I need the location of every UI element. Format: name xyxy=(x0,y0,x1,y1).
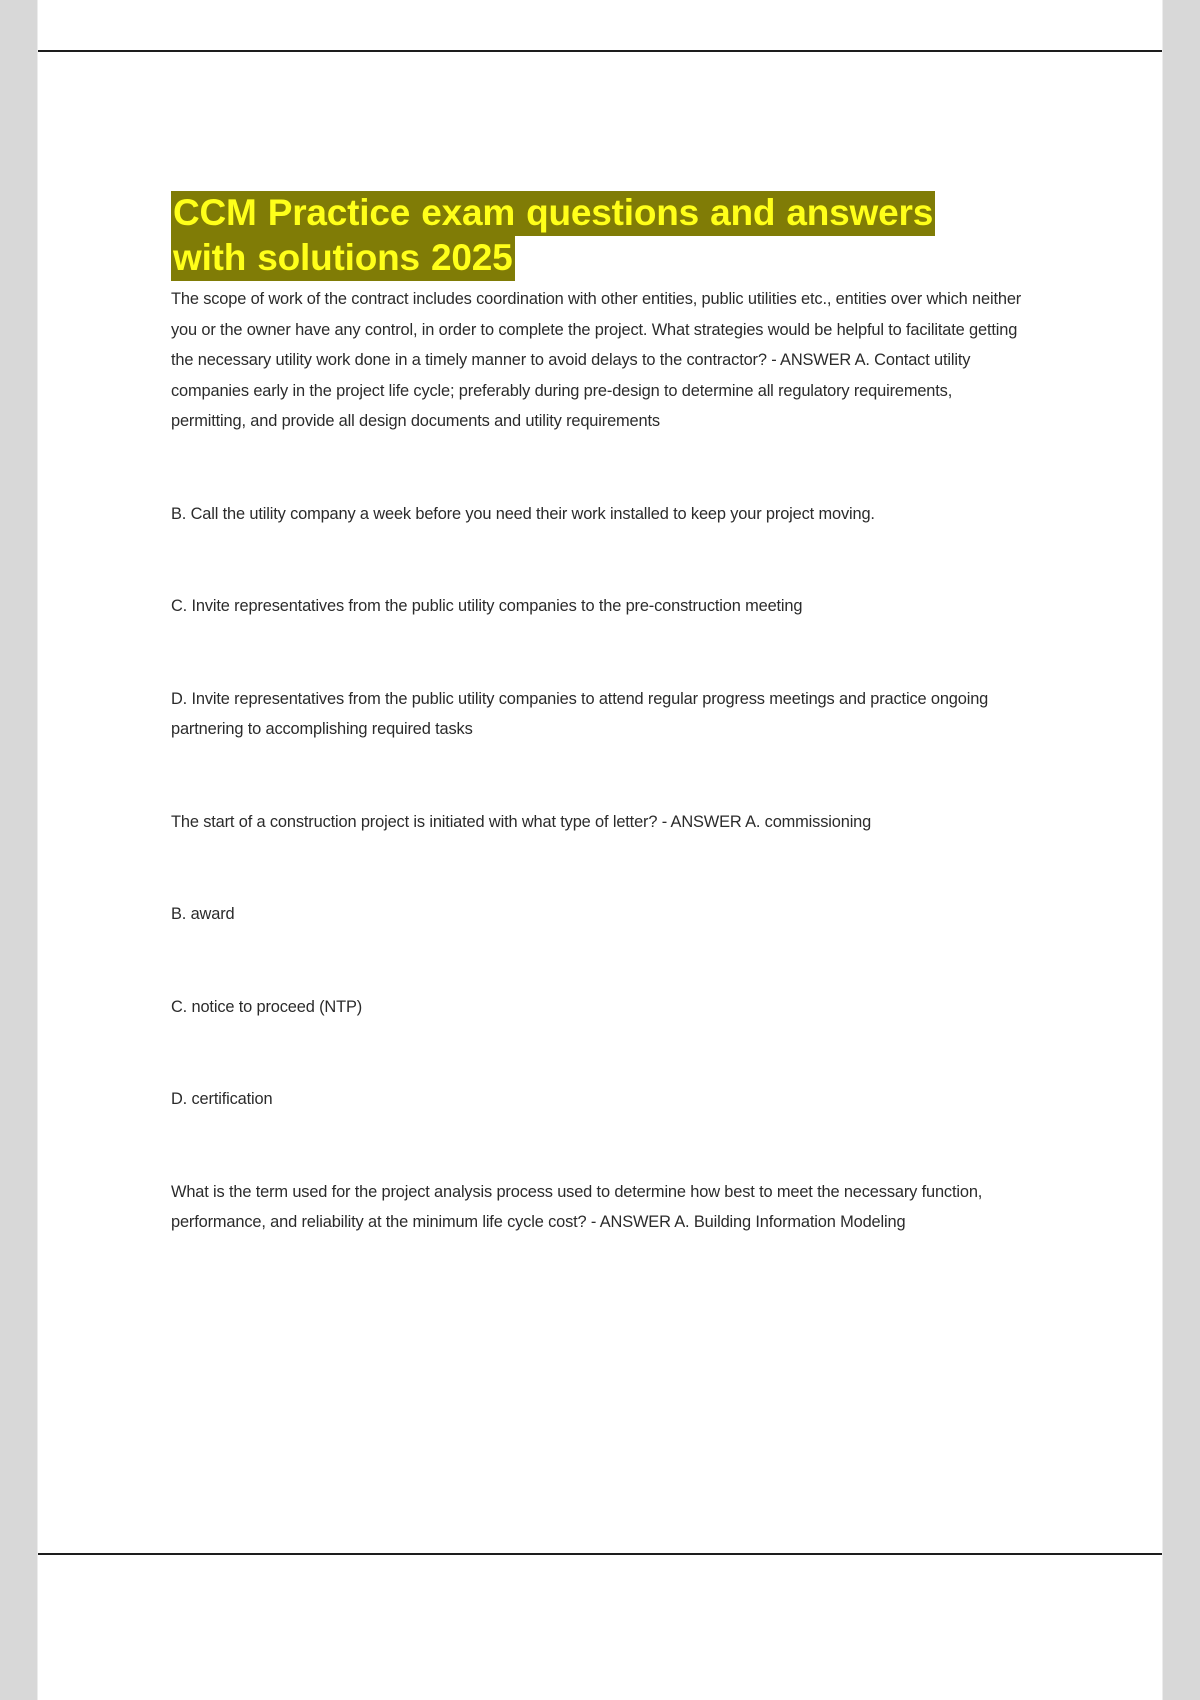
paragraph-q1-option-d: D. Invite representatives from the public utility companies to attend regular progress meetings and practice ongoing partnering to accomplishing required tasks xyxy=(171,689,989,738)
paragraph-q2-option-d: D. certification xyxy=(171,1090,273,1108)
document-content xyxy=(171,190,1023,1238)
paragraph-q1-option-c: C. Invite representatives from the public utility companies to the pre-construction meeting xyxy=(171,597,803,615)
page-bottom-rule xyxy=(38,1553,1162,1555)
paragraph-q1-stem-and-answer-a: The scope of work of the contract includes coordination with other entities, public utilities etc., entities over which neither you or the owner have any control, in order to complete the project. What strategies would be helpful to facilitate getting the necessary utility work done in a timely manner to avoid delays to the contractor? - ANSWER A. Contact utility companies early in the project life cycle; preferably during pre-design to determine all regulatory requirements, permitting, and provide all design documents and utility requirements xyxy=(171,290,1022,430)
page-title-line-2: with solutions 2025 xyxy=(171,236,515,281)
page-title-line-1: CCM Practice exam questions and answers xyxy=(171,191,935,236)
paragraph-q1-option-b: B. Call the utility company a week before you need their work installed to keep your project moving. xyxy=(171,504,875,523)
page-title xyxy=(171,190,1023,280)
paragraph-q2-option-b: B. award xyxy=(171,905,235,923)
paragraph-q2-stem-and-answer-a: The start of a construction project is initiated with what type of letter? - ANSWER A. commissioning xyxy=(171,812,872,831)
page-top-rule xyxy=(38,50,1162,52)
paragraph-q2-option-c: C. notice to proceed (NTP) xyxy=(171,997,363,1016)
document-page xyxy=(38,0,1162,1700)
paragraph-q3-stem-and-answer-a: What is the term used for the project analysis process used to determine how best to meet the necessary function, performance, and reliability at the minimum life cycle cost? - ANSWER A. Building Information Modeling xyxy=(171,1182,983,1231)
